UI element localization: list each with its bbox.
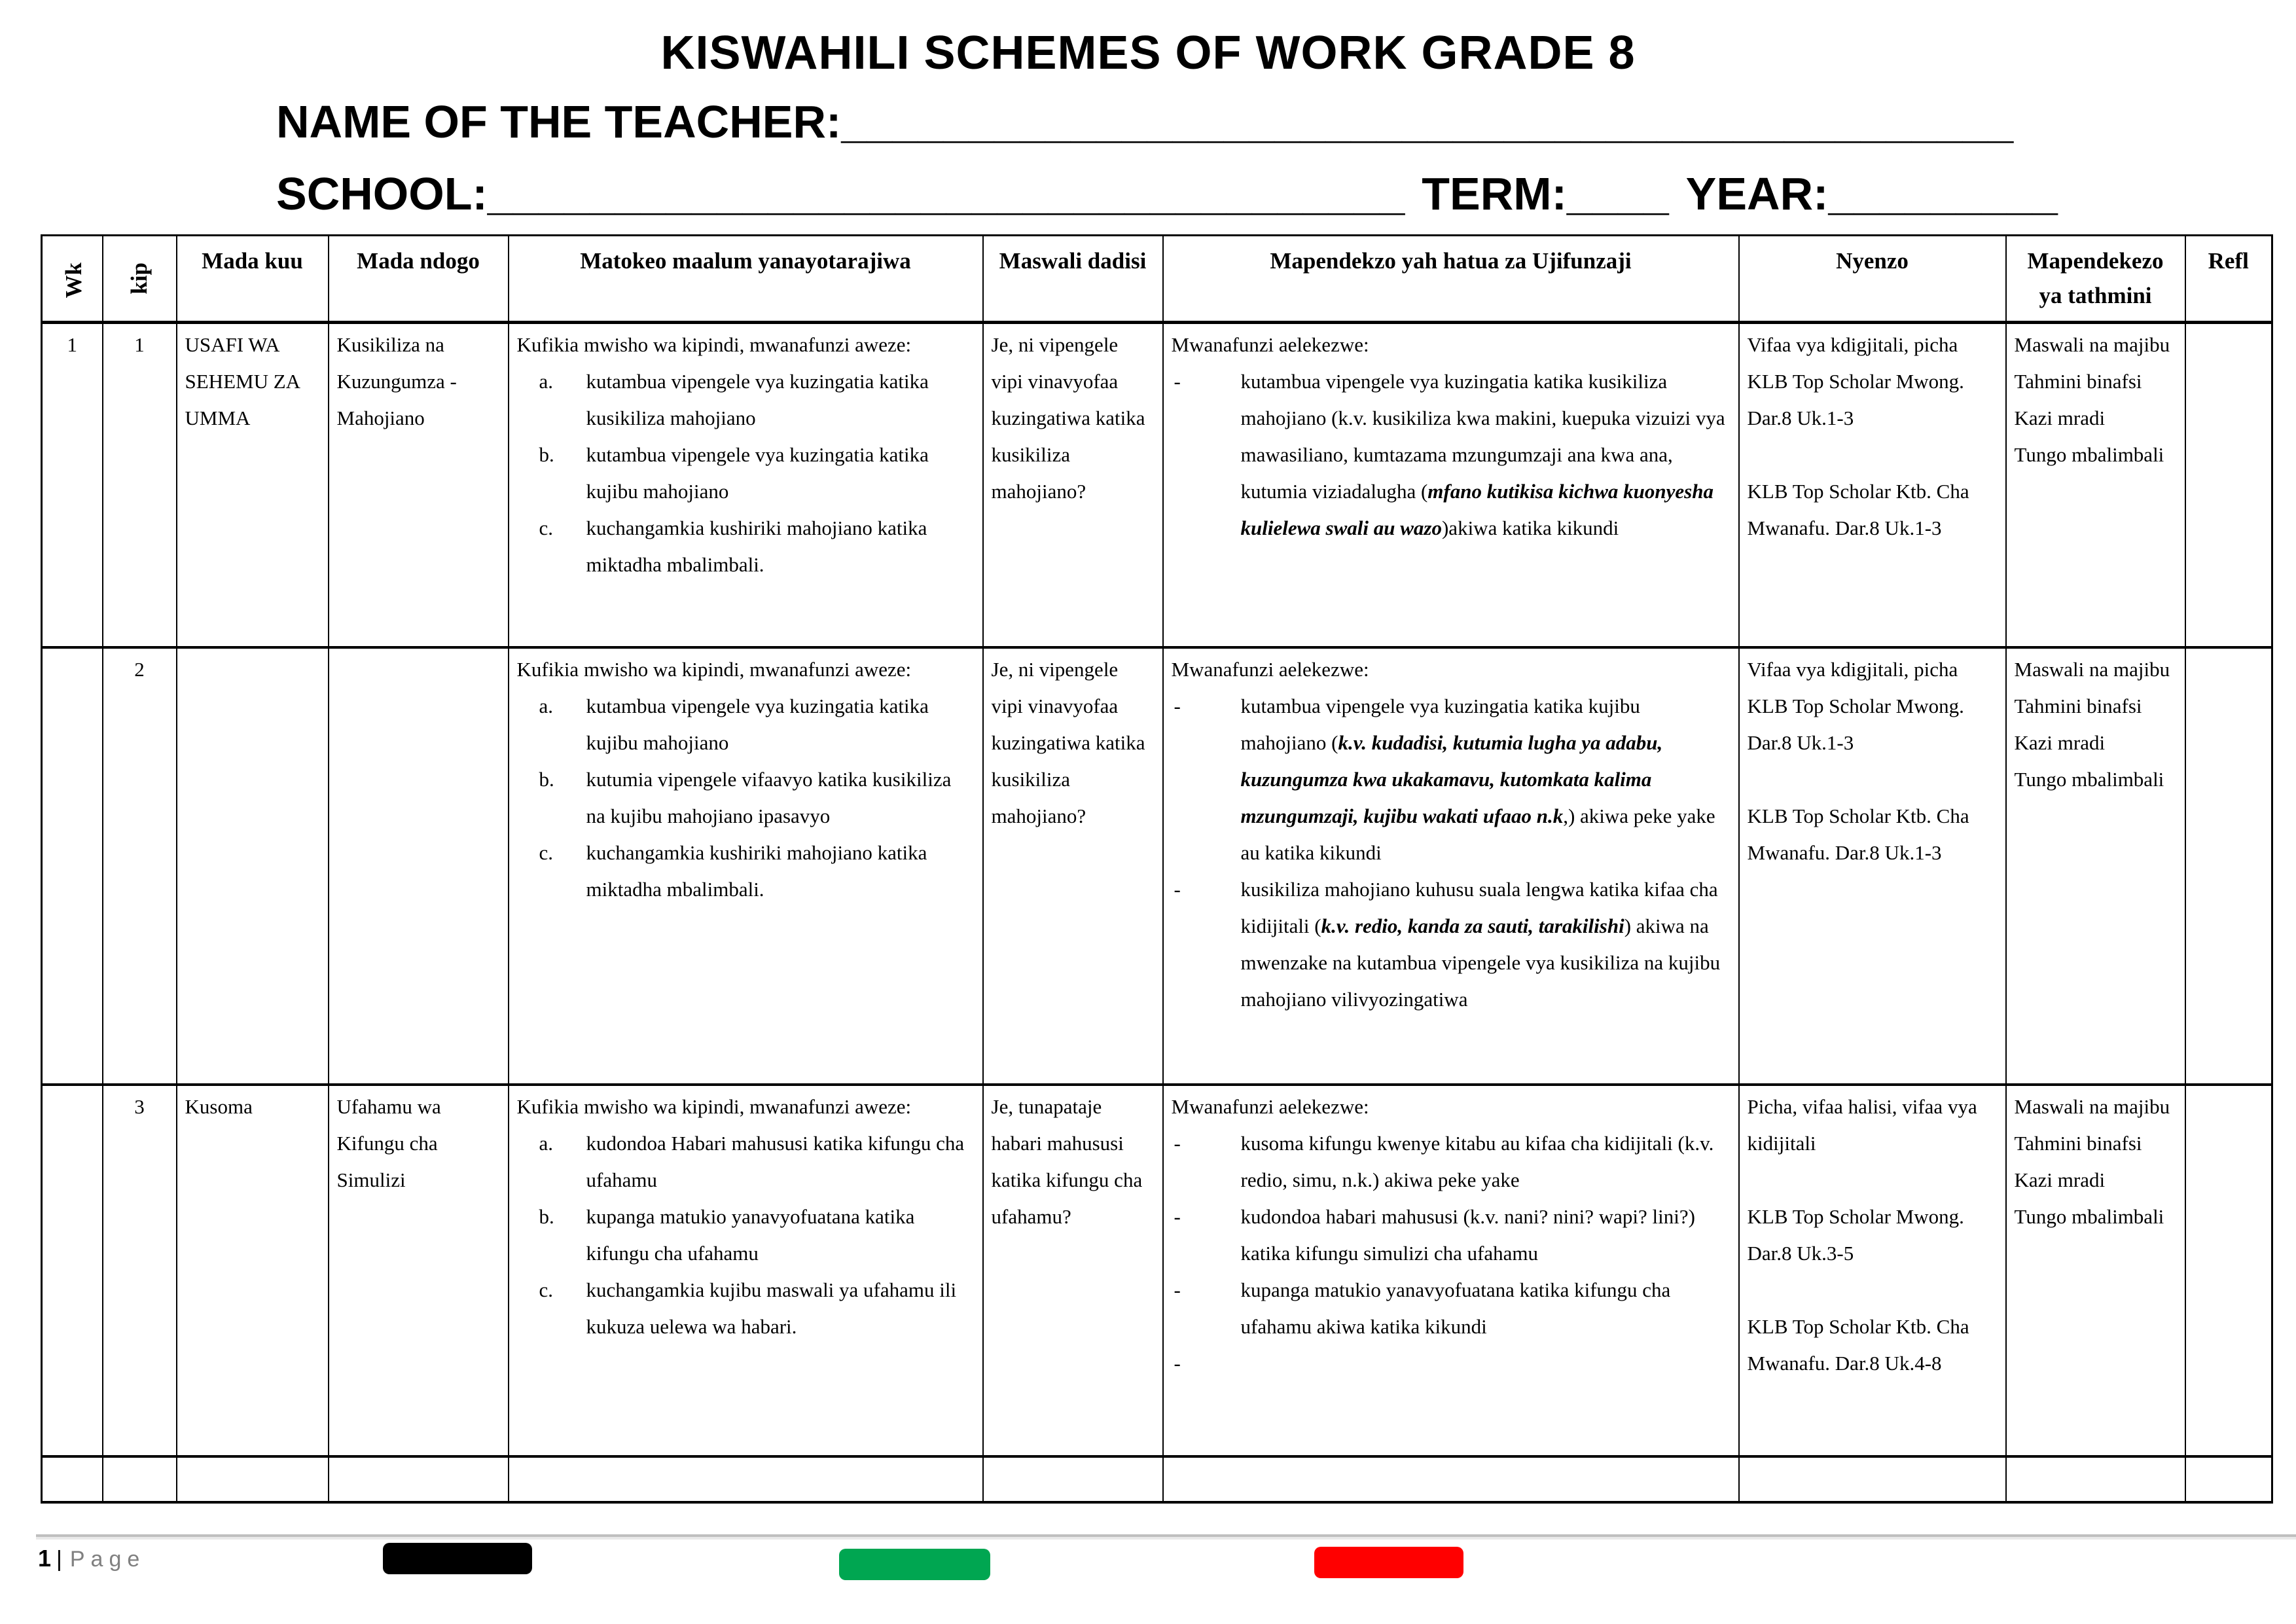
resource-line: KLB Top Scholar Mwong. Dar.8 Uk.1-3 <box>1747 370 1964 429</box>
red-patch <box>1314 1547 1463 1578</box>
year-blank-line: _________ <box>1828 168 2058 219</box>
assessment-line: Tungo mbalimbali <box>2014 443 2164 466</box>
cell-maswali-dadisi: Je, ni vipengele vipi vinavyofaa kuzingatiwa katika kusikiliza mahojiano? <box>983 647 1163 1085</box>
list-text: kutumia vipengele vifaavyo katika kusikiliza na kujibu mahojiano ipasavyo <box>586 767 952 827</box>
list-text: kudondoa Habari mahususi katika kifungu cha ufahamu <box>586 1131 965 1191</box>
cell-maswali-dadisi: Je, tunapataje habari mahususi katika kifungu cha ufahamu? <box>983 1085 1163 1456</box>
list-marker: c. <box>539 516 554 539</box>
activity-item <box>1172 871 1731 1018</box>
assessment-line: Tahmini binafsi <box>2014 694 2142 717</box>
resource-line: Vifaa vya kdigjitali, picha <box>1747 333 1958 356</box>
cell-nyenzo <box>1739 647 2006 1085</box>
cell-mada-ndogo <box>329 1456 509 1502</box>
table-row <box>42 647 2272 1085</box>
objectives-intro: Kufikia mwisho wa kipindi, mwanafunzi aweze: <box>516 333 912 356</box>
resource-line <box>1748 1272 1998 1308</box>
cell-mapendekezo-hatua <box>1163 1085 1739 1456</box>
cell-mada-kuu: USAFI WA SEHEMU ZA UMMA <box>177 323 329 647</box>
activity-text <box>1241 1199 1731 1272</box>
text-run: mfano kutikisa kichwa kuonyesha kulielewa swali au wazo <box>1240 480 1713 539</box>
dash-marker: - <box>1174 877 1181 901</box>
resource-line: KLB Top Scholar Ktb. Cha Mwanafu. Dar.8 Uk.1-3 <box>1747 480 1969 539</box>
resource-line: KLB Top Scholar Ktb. Cha Mwanafu. Dar.8 Uk.1-3 <box>1747 804 1969 864</box>
assessment-line: Tahmini binafsi <box>2014 370 2142 393</box>
page-footer <box>38 1545 145 1572</box>
activity-text <box>1241 688 1731 871</box>
activities-intro: Mwanafunzi aelekezwe: <box>1171 333 1369 356</box>
green-patch <box>839 1549 990 1580</box>
cell-tathmini <box>2006 1085 2185 1456</box>
list-marker: a. <box>539 694 554 717</box>
cell-wk <box>42 1456 103 1502</box>
resource-line: KLB Top Scholar Mwong. Dar.8 Uk.3-5 <box>1747 1204 1964 1265</box>
objectives-intro: Kufikia mwisho wa kipindi, mwanafunzi aweze: <box>516 657 912 681</box>
activity-item <box>1172 1272 1731 1345</box>
cell-mada-kuu: Kusoma <box>177 1085 329 1456</box>
text-run: kudondoa habari mahususi (k.v. nani? nini? wapi? lini?) katika kifungu simulizi cha ufahamu <box>1240 1204 1695 1265</box>
school-label: SCHOOL: <box>276 168 488 219</box>
list-text: kuchangamkia kujibu maswali ya ufahamu ili kukuza uelewa wa habari. <box>586 1278 957 1338</box>
text-run: )akiwa katika kikundi <box>1441 516 1619 539</box>
col-header-matokeo: Matokeo maalum yanayotarajiwa <box>509 236 983 323</box>
objective-item <box>517 363 975 437</box>
assessment-line: Maswali na majibu <box>2014 1094 2170 1118</box>
term-blank-line: ____ <box>1566 168 1669 219</box>
objective-item <box>517 1199 975 1272</box>
cell-mada-ndogo: Kusikiliza na Kuzungumza - Mahojiano <box>329 323 509 647</box>
text-run: kupanga matukio yanavyofuatana katika kifungu cha ufahamu akiwa katika kikundi <box>1240 1278 1671 1338</box>
table-row <box>42 1085 2272 1456</box>
cell-wk: 1 <box>42 323 103 647</box>
cell-wk <box>42 647 103 1085</box>
list-marker: c. <box>539 1278 554 1301</box>
cell-tathmini <box>2006 323 2185 647</box>
objective-item <box>517 1125 975 1199</box>
list-marker: a. <box>539 370 554 393</box>
table-header-row <box>42 236 2272 323</box>
assessment-line: Tungo mbalimbali <box>2014 767 2164 791</box>
resource-line <box>1748 761 1998 798</box>
col-header-mada-ndogo: Mada ndogo <box>329 236 509 323</box>
footer-separator: | <box>56 1547 62 1572</box>
school-blank-line: ____________________________________ <box>487 168 1405 219</box>
black-patch <box>383 1543 532 1574</box>
activity-item <box>1172 1199 1731 1272</box>
list-marker: b. <box>539 767 554 791</box>
cell-matokeo <box>509 323 983 647</box>
resource-line <box>1748 1162 1998 1199</box>
teacher-label: NAME OF THE TEACHER: <box>276 96 842 147</box>
cell-tathmini <box>2006 647 2185 1085</box>
text-run: k.v. kudadisi, kutumia lugha ya adabu, kuzungumza kwa ukakamavu, kutomkata kalima mzungumzaji, kujibu wakati ufaao n.k <box>1240 731 1663 827</box>
resource-line: KLB Top Scholar Ktb. Cha Mwanafu. Dar.8 Uk.4-8 <box>1747 1314 1969 1375</box>
footer-page-word: Page <box>69 1547 146 1572</box>
page-number: 1 <box>38 1545 52 1572</box>
cell-maswali-dadisi: Je, ni vipengele vipi vinavyofaa kuzingatiwa katika kusikiliza mahojiano? <box>983 323 1163 647</box>
list-text: kutambua vipengele vya kuzingatia katika kujibu mahojiano <box>586 443 929 503</box>
activity-item <box>1172 688 1731 871</box>
activity-item <box>1172 1125 1731 1199</box>
cell-maswali-dadisi <box>983 1456 1163 1502</box>
col-header-maswali-dadisi: Maswali dadisi <box>983 236 1163 323</box>
page-title: KISWAHILI SCHEMES OF WORK GRADE 8 <box>660 27 1636 79</box>
schemes-of-work-table <box>41 234 2273 1504</box>
objective-item <box>517 510 975 583</box>
text-run: kutambua vipengele vya kuzingatia katika kusikiliza mahojiano (k.v. kusikiliza kwa makini, kuepuka vizuizi vya mawasiliano, kumtazama mzungumzaji ana kwa ana, kutumia viziadalugha ( <box>1240 370 1725 503</box>
assessment-line: Tungo mbalimbali <box>2014 1204 2164 1228</box>
objectives-intro: Kufikia mwisho wa kipindi, mwanafunzi aweze: <box>516 1094 912 1118</box>
activity-text <box>1241 871 1731 1018</box>
assessment-line: Kazi mradi <box>2014 1168 2106 1191</box>
text-run: ) akiwa na mwenzake na kutambua vipengele vya kusikiliza na kujibu mahojiano vilivyozingatiwa <box>1240 914 1721 1011</box>
objective-item <box>517 437 975 510</box>
text-run: kutambua vipengele vya kuzingatia katika kujibu mahojiano ( <box>1240 694 1640 754</box>
list-text: kuchangamkia kushiriki mahojiano katika miktadha mbalimbali. <box>586 516 927 576</box>
cell-refl <box>2185 323 2272 647</box>
activities-intro: Mwanafunzi aelekezwe: <box>1171 657 1369 681</box>
cell-mapendekezo-hatua <box>1163 647 1739 1085</box>
list-text: kupanga matukio yanavyofuatana katika kifungu cha ufahamu <box>586 1204 915 1265</box>
cell-tathmini <box>2006 1456 2185 1502</box>
activity-text <box>1241 1125 1731 1199</box>
cell-refl <box>2185 1456 2272 1502</box>
footer-divider <box>36 1534 2296 1537</box>
dash-marker: - <box>1174 1351 1181 1375</box>
cell-matokeo <box>509 1456 983 1502</box>
list-text: kutambua vipengele vya kuzingatia katika kusikiliza mahojiano <box>586 370 929 429</box>
term-label: TERM: <box>1422 168 1567 219</box>
dash-marker: - <box>1174 1131 1181 1155</box>
text-run: kusoma kifungu kwenye kitabu au kifaa cha kidijitali (k.v. redio, simu, n.k.) akiwa peke yake <box>1240 1131 1714 1191</box>
activity-item <box>1172 1345 1731 1382</box>
cell-mapendekezo-hatua <box>1163 1456 1739 1502</box>
cell-mada-kuu <box>177 647 329 1085</box>
col-header-refl: Refl <box>2185 236 2272 323</box>
activity-item <box>1172 363 1731 547</box>
cell-matokeo <box>509 647 983 1085</box>
dash-marker: - <box>1174 370 1181 393</box>
col-header-mada-kuu: Mada kuu <box>177 236 329 323</box>
text-run: ,) akiwa peke yake au katika kikundi <box>1240 804 1715 864</box>
activities-intro: Mwanafunzi aelekezwe: <box>1171 1094 1369 1118</box>
year-label: YEAR: <box>1685 168 1829 219</box>
list-marker: a. <box>539 1131 554 1155</box>
table-row <box>42 1456 2272 1502</box>
school-term-year-line <box>276 168 2058 220</box>
list-marker: c. <box>539 840 554 864</box>
cell-mada-ndogo: Ufahamu wa Kifungu cha Simulizi <box>329 1085 509 1456</box>
col-header-mapendekezo-tathmini: Mapendekezo ya tathmini <box>2006 236 2185 323</box>
resource-line: Picha, vifaa halisi, vifaa vya kidijitali <box>1747 1094 1977 1155</box>
list-marker: b. <box>539 443 554 466</box>
cell-refl <box>2185 1085 2272 1456</box>
assessment-line: Maswali na majibu <box>2014 333 2170 356</box>
assessment-line: Maswali na majibu <box>2014 657 2170 681</box>
table-row <box>42 323 2272 647</box>
teacher-blank-line: ______________________________________________ <box>841 96 2014 147</box>
objective-item <box>517 761 975 835</box>
resource-line <box>1748 437 1998 473</box>
list-text: kutambua vipengele vya kuzingatia katika kujibu mahojiano <box>586 694 929 754</box>
col-header-wk: Wk <box>42 236 103 323</box>
col-header-nyenzo: Nyenzo <box>1739 236 2006 323</box>
cell-nyenzo <box>1739 1456 2006 1502</box>
text-run: kusikiliza mahojiano kuhusu suala lengwa katika kifaa cha kidijitali ( <box>1240 877 1718 937</box>
objective-item <box>517 835 975 908</box>
teacher-name-line <box>276 96 2013 148</box>
dash-marker: - <box>1174 694 1181 717</box>
cell-mada-kuu <box>177 1456 329 1502</box>
assessment-line: Kazi mradi <box>2014 406 2106 429</box>
resource-line: KLB Top Scholar Mwong. Dar.8 Uk.1-3 <box>1747 694 1964 754</box>
cell-mada-ndogo <box>329 647 509 1085</box>
cell-kip <box>103 1456 177 1502</box>
cell-kip: 2 <box>103 647 177 1085</box>
resource-line: Vifaa vya kdigjitali, picha <box>1747 657 1958 681</box>
list-text: kuchangamkia kushiriki mahojiano katika miktadha mbalimbali. <box>586 840 927 901</box>
activity-text <box>1241 1345 1731 1382</box>
assessment-line: Kazi mradi <box>2014 731 2106 754</box>
cell-kip: 3 <box>103 1085 177 1456</box>
list-marker: b. <box>539 1204 554 1228</box>
cell-refl <box>2185 647 2272 1085</box>
col-header-mapendekezo-hatua: Mapendekzo yah hatua za Ujifunzaji <box>1163 236 1739 323</box>
cell-mapendekezo-hatua <box>1163 323 1739 647</box>
col-header-kip: kip <box>103 236 177 323</box>
objective-item <box>517 1272 975 1345</box>
dash-marker: - <box>1174 1278 1181 1301</box>
objective-item <box>517 688 975 761</box>
activity-text <box>1241 363 1731 547</box>
cell-nyenzo <box>1739 1085 2006 1456</box>
dash-marker: - <box>1174 1204 1181 1228</box>
cell-matokeo <box>509 1085 983 1456</box>
activity-text <box>1241 1272 1731 1345</box>
cell-wk <box>42 1085 103 1456</box>
assessment-line: Tahmini binafsi <box>2014 1131 2142 1155</box>
schemes-table-body <box>42 323 2272 1502</box>
cell-nyenzo <box>1739 323 2006 647</box>
text-run: k.v. redio, kanda za sauti, tarakilishi <box>1321 914 1624 937</box>
cell-kip: 1 <box>103 323 177 647</box>
